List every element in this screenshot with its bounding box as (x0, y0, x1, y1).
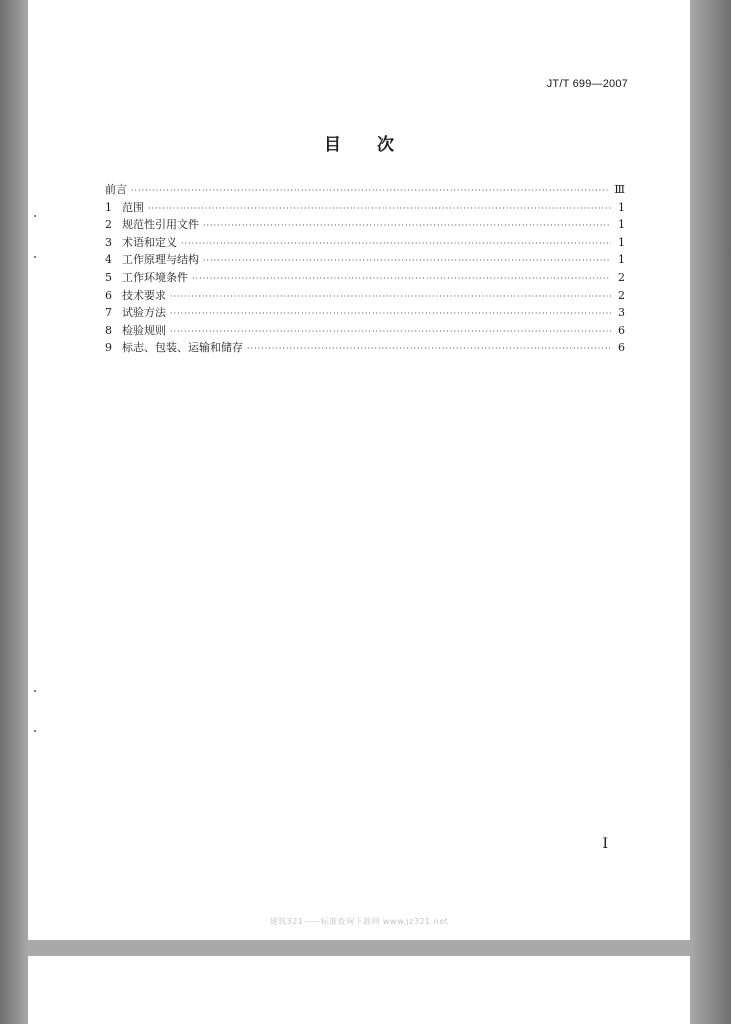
toc-entry-page: 6 (618, 323, 625, 337)
toc-entry-page: Ⅲ (614, 183, 625, 196)
toc-entry-number: 2 (105, 218, 112, 232)
toc-entry-number: 9 (105, 341, 112, 355)
toc-entry-scope[interactable] (105, 199, 625, 217)
toc-dot-leader (170, 309, 611, 318)
toc-entry-number: 4 (105, 253, 112, 267)
toc-entry-number: 7 (105, 306, 112, 320)
toc-entry-environment[interactable] (105, 269, 625, 287)
toc-dot-leader (181, 239, 611, 248)
scan-speck (34, 215, 36, 217)
toc-entry-preface[interactable] (105, 181, 625, 199)
toc-entry-number: 5 (105, 270, 112, 284)
toc-entry-label: 试验方法 (122, 306, 166, 320)
standard-code: JT/T 699—2007 (546, 78, 628, 90)
toc-entry-page: 1 (618, 200, 625, 214)
toc-entry-number: 3 (105, 235, 112, 249)
toc-dot-leader (148, 204, 611, 213)
toc-entry-principle-structure[interactable] (105, 251, 625, 269)
scan-speck (34, 690, 36, 692)
toc-entry-page: 6 (618, 341, 625, 355)
toc-title-left: 目 (324, 135, 341, 155)
toc-entry-page: 1 (618, 235, 625, 249)
toc-dot-leader (170, 292, 611, 301)
toc-entry-technical-requirements[interactable] (105, 287, 625, 305)
toc-entry-normative-references[interactable] (105, 216, 625, 234)
watermark-text: 建筑321——标准查询下载网 www.jz321.net (269, 917, 449, 926)
toc-entry-label: 标志、包装、运输和储存 (122, 341, 243, 355)
toc-entry-number: 8 (105, 323, 112, 337)
table-of-contents (105, 181, 625, 357)
toc-dot-leader (192, 274, 611, 283)
toc-entry-label: 前言 (105, 183, 127, 196)
toc-title (28, 130, 690, 155)
toc-dot-leader (247, 344, 611, 353)
toc-entry-label: 术语和定义 (122, 235, 177, 249)
toc-entry-label: 工作原理与结构 (122, 253, 199, 267)
scan-speck (34, 730, 36, 732)
toc-entry-label: 规范性引用文件 (122, 218, 199, 232)
toc-entry-number: 6 (105, 288, 112, 302)
toc-entry-label: 检验规则 (122, 323, 166, 337)
toc-entry-number: 1 (105, 200, 112, 214)
toc-entry-inspection-rules[interactable] (105, 322, 625, 340)
next-document-page (28, 956, 690, 1024)
toc-entry-page: 1 (618, 218, 625, 232)
toc-entry-label: 技术要求 (122, 288, 166, 302)
page-number: I (602, 836, 608, 852)
scan-speck (34, 256, 36, 258)
toc-entry-page: 2 (618, 288, 625, 302)
toc-dot-leader (203, 256, 611, 265)
toc-title-right: 次 (377, 135, 394, 155)
toc-entry-page: 3 (618, 306, 625, 320)
toc-entry-label: 范围 (122, 200, 144, 214)
toc-dot-leader (131, 186, 610, 195)
toc-entry-test-methods[interactable] (105, 304, 625, 322)
toc-dot-leader (203, 221, 611, 230)
document-page (28, 0, 690, 940)
toc-dot-leader (170, 327, 611, 336)
toc-entry-page: 2 (618, 270, 625, 284)
toc-entry-label: 工作环境条件 (122, 270, 188, 284)
toc-entry-marking-packaging[interactable] (105, 339, 625, 357)
toc-entry-terms[interactable] (105, 234, 625, 252)
toc-entry-page: 1 (618, 253, 625, 267)
